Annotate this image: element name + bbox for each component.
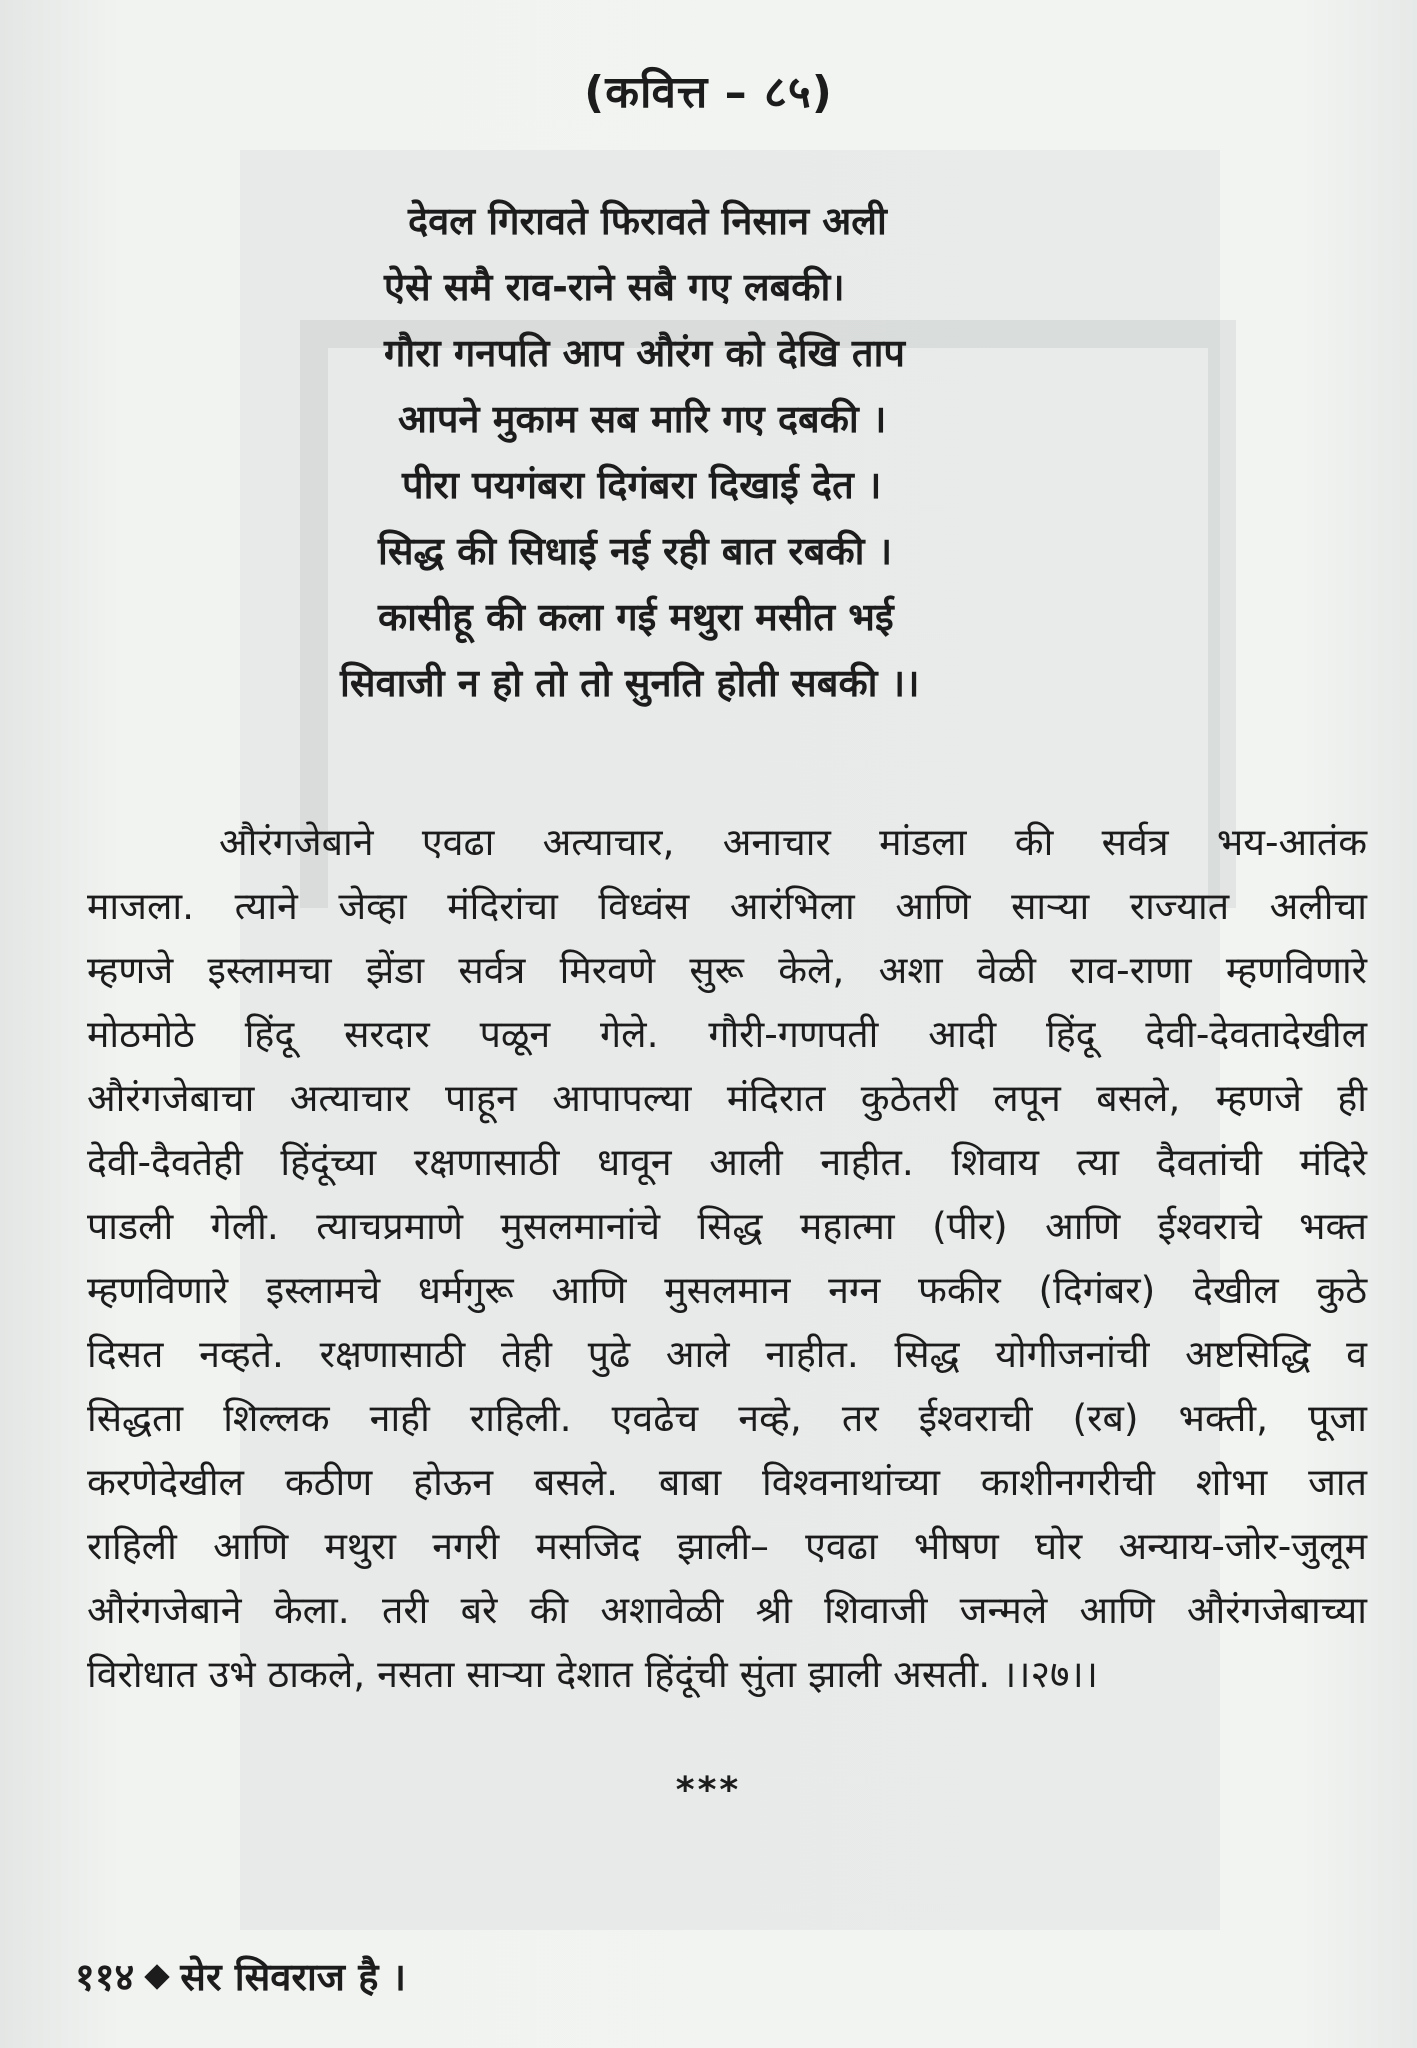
diamond-icon <box>145 1964 170 1989</box>
paragraph-line: पाडली गेली. त्याचप्रमाणे मुसलमानांचे सिद्ध महात्मा (पीर) आणि ईश्वराचे भक्त <box>87 1204 1367 1248</box>
verse-block <box>300 188 1200 716</box>
paragraph-line: सिद्धता शिल्लक नाही राहिली. एवढेच नव्हे, तर ईश्वराची (रब) भक्ती, पूजा <box>87 1396 1367 1440</box>
paragraph-line: म्हणविणारे इस्लामचे धर्मगुरू आणि मुसलमान नग्न फकीर (दिगंबर) देखील कुठे <box>87 1268 1367 1312</box>
verse-line: पीरा पयगंबरा दिगंबरा दिखाई देत । <box>402 463 882 507</box>
paragraph-line: औरंगजेबाचा अत्याचार पाहून आपापल्या मंदिरात कुठेतरी लपून बसले, म्हणजे ही <box>87 1076 1367 1120</box>
section-separator: *** <box>675 1770 742 1811</box>
paragraph-line: माजला. त्याने जेव्हा मंदिरांचा विध्वंस आरंभिला आणि साऱ्या राज्यात अलीचा <box>87 884 1367 928</box>
paragraph-line: मोठमोठे हिंदू सरदार पळून गेले. गौरी-गणपती आदी हिंदू देवी-देवतादेखील <box>87 1012 1367 1056</box>
verse-line: सिवाजी न हो तो तो सुनति होती सबकी ।। <box>340 661 920 705</box>
verse-line: सिद्ध की सिधाई नई रही बात रबकी । <box>378 529 893 573</box>
verse-line: गौरा गनपति आप औरंग को देखि ताप <box>384 331 906 375</box>
book-title: सेर सिवराज है । <box>180 1955 407 1999</box>
paragraph-line: देवी-दैवतेही हिंदूंच्या रक्षणासाठी धावून आली नाहीत. शिवाय त्या दैवतांची मंदिरे <box>87 1140 1367 1184</box>
verse-line: आपने मुकाम सब मारि गए दबकी । <box>398 397 887 441</box>
paragraph-line: राहिली आणि मथुरा नगरी मसजिद झाली– एवढा भीषण घोर अन्याय-जोर-जुलूम <box>87 1524 1367 1568</box>
paragraph-line: औरंगजेबाने एवढा अत्याचार, अनाचार मांडला की सर्वत्र भय-आतंक <box>219 820 1367 864</box>
paragraph-line: दिसत नव्हते. रक्षणासाठी तेही पुढे आले नाहीत. सिद्ध योगीजनांची अष्टसिद्धि व <box>87 1332 1367 1376</box>
verse-line: ऐसे समै राव-राने सबै गए लबकी। <box>384 265 845 309</box>
paragraph-line: विरोधात उभे ठाकले, नसता साऱ्या देशात हिंदूंची सुंता झाली असती. ।।२७।। <box>87 1652 1098 1696</box>
commentary-paragraph <box>87 810 1367 1706</box>
paragraph-line: औरंगजेबाने केला. तरी बरे की अशावेळी श्री शिवाजी जन्मले आणि औरंगजेबाच्या <box>87 1588 1367 1632</box>
paragraph-line: म्हणजे इस्लामचा झेंडा सर्वत्र मिरवणे सुरू केले, अशा वेळी राव-राणा म्हणविणारे <box>87 948 1367 992</box>
verse-line: देवल गिरावते फिरावते निसान अली <box>408 199 887 243</box>
paragraph-line: करणेदेखील कठीण होऊन बसले. बाबा विश्वनाथांच्या काशीनगरीची शोभा जात <box>87 1460 1367 1504</box>
page-footer <box>75 1950 406 2002</box>
verse-line: कासीहू की कला गई मथुरा मसीत भई <box>378 595 894 639</box>
page-number: ११४ <box>75 1955 135 1999</box>
verse-heading: (कवित्त – ८५) <box>584 67 833 118</box>
